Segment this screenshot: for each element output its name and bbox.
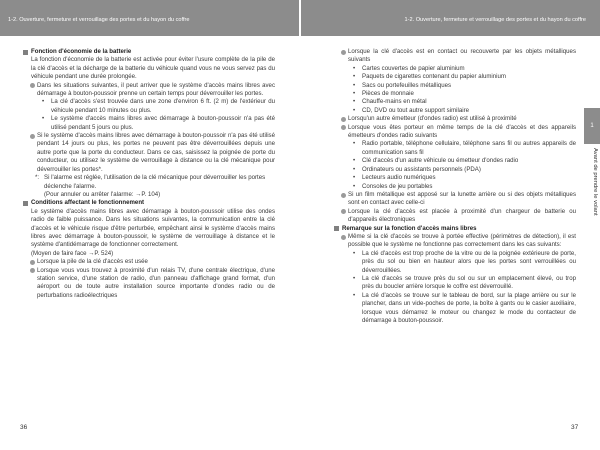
sub-list-item: • Cartes couvertes de papier aluminium [353, 64, 465, 72]
section-heading-operating-conditions: Conditions affectant le fonctionnement [23, 199, 275, 207]
list-item: Lorsque la pile de la clé d'accès est usée [23, 258, 275, 266]
sub-list [334, 140, 576, 190]
list-item: Même si la clé d'accès se trouve à portée effective (périmètres de détection), il est possible que le système ne fonctionne pas correctement dans les cas suivants: [334, 233, 576, 250]
round-bullet-icon [341, 50, 346, 55]
chapter-tab[interactable] [584, 108, 600, 144]
sub-list-item: • Chauffe-mains en métal [353, 98, 427, 106]
page-number-right: 37 [571, 424, 579, 431]
section-heading-hands-free-note: Remarque sur la fonction d'accès mains libres [334, 225, 576, 233]
list-item: Si le système d'accès mains libres avec démarrage à bouton-poussoir n'a pas été utilisé pendant 14 jours ou plus, les portes ne peuvent pas être déverrouillées depuis une autre porte que la porte du conducteur. Dans ce cas, saisissez la poignée de porte du conducteur, ou utilisez le système de verrouillage à distance ou la clé mécanique pour déverrouiller les portes*. [23, 132, 275, 174]
round-bullet-icon [341, 209, 346, 214]
sub-list-item: • Ordinateurs ou assistants personnels (PDA) [353, 165, 481, 173]
sub-list-item: • La clé d'accès est trop proche de la vitre ou de la poignée extérieure de porte, près du sol ou bien en hauteur alors que les portes sont verrouillées ou déverrouillées. [353, 249, 576, 274]
list-item: Lorsqu'un autre émetteur (d'ondes radio) est utilisé à proximité [334, 115, 576, 123]
section-heading-battery-saving: Fonction d'économie de la batterie [23, 48, 275, 56]
header-title-left: 1-2. Ouverture, fermeture et verrouillage des portes et du hayon du coffre [8, 17, 190, 23]
sub-list-item: • La clé d'accès s'est trouvée dans une zone d'environ 6 ft. (2 m) de l'extérieur du véhicule pendant 10 minutes ou plus. [42, 98, 275, 114]
left-page-content [23, 48, 275, 300]
sub-list-item: • La clé d'accès se trouve sur le tableau de bord, sur la plage arrière ou sur le plancher, dans un vide-poches de porte, la boîte à gants ou le casier auxiliaire, lorsque vous démarrez le moteur ou changez le mode du contacteur de démarrage à bouton-poussoir. [353, 291, 576, 324]
page-number-left: 36 [20, 424, 28, 431]
cross-reference: (Moyen de faire face →P. 524) [31, 249, 114, 257]
right-page-content [334, 48, 576, 325]
sub-list-item: • Le système d'accès mains libres avec démarrage à bouton-poussoir n'a pas été utilisé pendant 5 jours ou plus. [42, 115, 275, 131]
cross-reference: (Pour annuler ou arrêter l'alarme: →P. 104) [44, 190, 161, 198]
header-title-right: 1-2. Ouverture, fermeture et verrouillage des portes et du hayon du coffre [404, 17, 586, 23]
sub-list [23, 98, 275, 132]
sub-list-item: • Consoles de jeu portables [353, 182, 433, 190]
sub-list-item: • Lecteurs audio numériques [353, 174, 436, 182]
sub-list-item: • Clé d'accès d'un autre véhicule ou émetteur d'ondes radio [353, 157, 519, 165]
sub-list [334, 65, 576, 115]
square-bullet-icon [23, 50, 28, 55]
list-item: Lorsque vous êtes porteur en même temps de la clé d'accès et des appareils émetteurs d'ondes radio suivants [334, 124, 576, 141]
square-bullet-icon [23, 201, 28, 206]
paragraph: La fonction d'économie de la batterie est activée pour éviter l'usure complète de la pile de la clé d'accès et la décharge de la batterie du véhicule quand vous ne vous servez pas du véhicule pendant une durée prolongée. [31, 56, 275, 81]
header-bar-right [301, 0, 600, 36]
sub-list-item: • Sacs ou portefeuilles métalliques [353, 81, 452, 89]
sub-list-item: • La clé d'accès se trouve près du sol ou sur un emplacement élevé, ou trop près du boucler arrière lorsque le coffre est déverrouillé. [353, 274, 576, 291]
sub-list-item: • CD, DVD ou tout autre support similaire [353, 106, 470, 114]
round-bullet-icon [30, 134, 35, 139]
list-item: Si un film métallique est apposé sur la lunette arrière ou si des objets métalliques sont en contact avec celle-ci [334, 191, 576, 208]
list-item: Dans les situations suivantes, il peut arriver que le système d'accès mains libres avec démarrage à bouton-poussoir prenne un certain temps pour déverrouiller les portes. [23, 82, 275, 99]
paragraph: Le système d'accès mains libres avec démarrage à bouton-poussoir utilise des ondes radio de faible puissance. Dans les situations suivantes, la communication entre la clé d'accès et le véhicule risque d'être perturbée, empêchant ainsi le système d'accès mains libres avec démarrage à bouton-poussoir, le système de verrouillage à distance et le système d'antidémarrage de fonctionner correctement. (Moyen de faire face →P. 524) [31, 207, 275, 257]
header-bar-left [0, 0, 299, 36]
sub-list [334, 250, 576, 326]
round-bullet-icon [341, 117, 346, 122]
round-bullet-icon [341, 125, 346, 130]
list-item: Lorsque vous vous trouvez à proximité d'un relais TV, d'une centrale électrique, d'une station service, d'une station de radio, d'un panneau d'affichage grand format, d'un aéroport ou de toute autre installation source importante d'ondes radio ou de perturbations radioélectriques [23, 267, 275, 301]
chapter-number: 1 [590, 123, 594, 129]
list-item: Lorsque la clé d'accès est placée à proximité d'un chargeur de batterie ou d'appareils électroniques [334, 208, 576, 225]
sub-list-item: • Pièces de monnaie [353, 90, 414, 98]
footnote: *: Si l'alarme est réglée, l'utilisation de la clé mécanique pour déverrouiller les portes déclenche l'alarme. (Pour annuler ou arrêter l'alarme: →P. 104) [35, 174, 266, 198]
round-bullet-icon [30, 83, 35, 88]
round-bullet-icon [341, 193, 346, 198]
square-bullet-icon [334, 226, 339, 231]
sub-list-item: • Paquets de cigarettes contenant du papier aluminium [353, 73, 506, 81]
chapter-tab-label: Avant de prendre le volant [592, 148, 598, 216]
round-bullet-icon [30, 260, 35, 265]
round-bullet-icon [341, 235, 346, 240]
sub-list-item: • Radio portable, téléphone cellulaire, téléphone sans fil ou autres appareils de communication sans fil [353, 140, 576, 156]
list-item: Lorsque la clé d'accès est en contact ou recouverte par les objets métalliques suivants [334, 48, 576, 65]
round-bullet-icon [30, 268, 35, 273]
